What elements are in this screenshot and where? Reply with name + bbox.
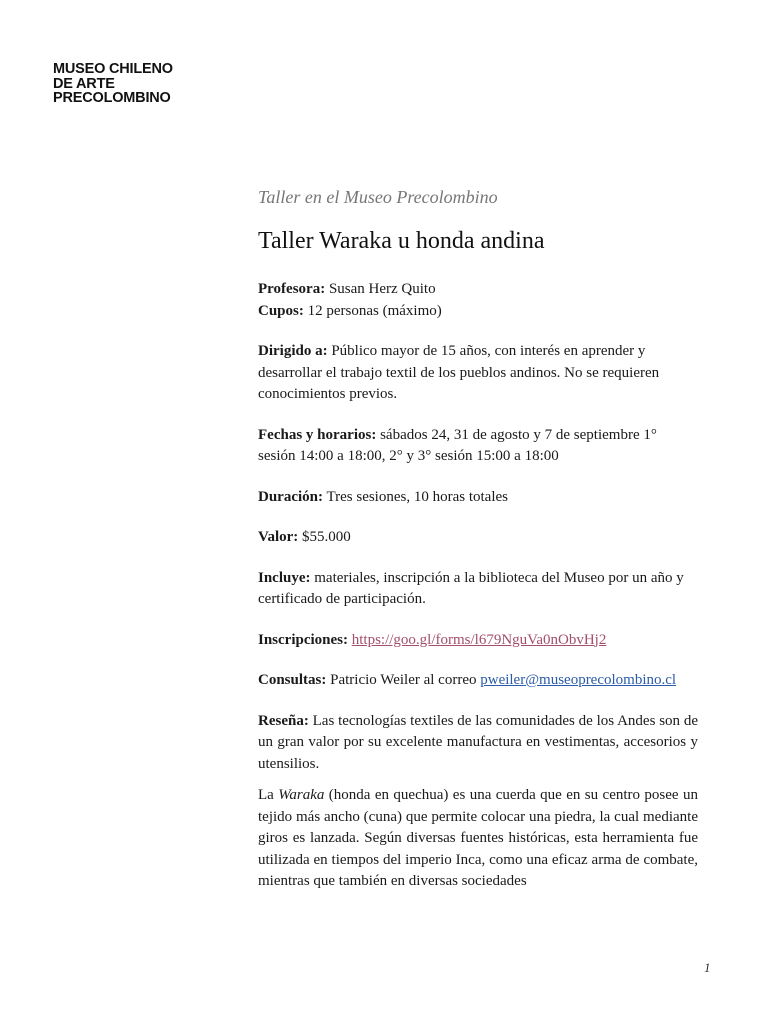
waraka-pre: La <box>258 787 279 803</box>
waraka-term: Waraka <box>278 787 325 803</box>
profesora-value: Susan Herz Quito <box>325 281 436 297</box>
logo-line-2: DE ARTE <box>53 75 115 92</box>
inscripciones-link[interactable]: https://goo.gl/forms/l679NguVa0nObvHj2 <box>351 631 607 648</box>
document-subtitle: Taller en el Museo Precolombino <box>258 187 498 207</box>
consultas-value: Patricio Weiler al correo <box>326 672 481 688</box>
inscripciones-label: Inscripciones: <box>258 631 348 648</box>
page-number: 1 <box>704 960 711 975</box>
consultas-line <box>258 670 698 692</box>
profesora-line <box>258 279 698 301</box>
resena-value: Las tecnologías textiles de las comunidades de los Andes son de un gran valor por su excelente manufactura en vestimentas, accesorios y utensilios. <box>258 712 698 772</box>
consultas-email-link[interactable]: pweiler@museoprecolombino.cl <box>480 672 677 688</box>
document-title: Taller Waraka u honda andina <box>258 228 545 254</box>
incluye-paragraph <box>258 568 698 611</box>
duracion-label: Duración: <box>258 488 323 505</box>
incluye-label: Incluye: <box>258 569 311 586</box>
fechas-value: sábados 24, 31 de agosto y 7 de septiembre 1° sesión 14:00 a 18:00, 2° y 3° sesión 15:00 a 18:00 <box>258 426 657 464</box>
waraka-paragraph <box>258 785 698 893</box>
valor-line <box>258 527 698 549</box>
duracion-line <box>258 487 698 509</box>
logo-line-3: PRECOLOMBINO <box>53 90 171 106</box>
resena-label: Reseña: <box>258 712 309 729</box>
waraka-text: (honda en quechua) es una cuerda que en su centro posee un tejido más ancho (cuna) que permite colocar una piedra, la cual mediante giros es lanzada. Según diversas fuentes históricas, esta herramienta fue utilizada en tiempos del imperio Inca, como una eficaz arma de combate, mientras que también en diversas sociedades <box>258 787 698 889</box>
resena-paragraph <box>258 711 698 776</box>
logo-line-1: MUSEO CHILENO <box>53 61 173 77</box>
dirigido-paragraph <box>258 341 698 406</box>
fechas-label: Fechas y horarios: <box>258 426 377 443</box>
cupos-line <box>258 301 698 323</box>
cupos-label: Cupos: <box>258 302 304 319</box>
dirigido-value: Público mayor de 15 años, con interés en aprender y desarrollar el trabajo textil de los pueblos andinos. No se requieren conocimientos previos. <box>258 343 660 402</box>
duracion-value: Tres sesiones, 10 horas totales <box>323 488 508 505</box>
document-body <box>258 186 698 893</box>
dirigido-label: Dirigido a: <box>258 343 328 359</box>
fechas-paragraph <box>258 425 698 468</box>
valor-value: $55.000 <box>298 529 351 545</box>
consultas-label: Consultas: <box>258 672 327 688</box>
inscripciones-line <box>258 630 698 652</box>
museum-logo <box>53 62 173 106</box>
valor-label: Valor: <box>258 529 299 545</box>
profesora-label: Profesora: <box>258 281 326 297</box>
cupos-value: 12 personas (máximo) <box>303 302 442 319</box>
incluye-value: materiales, inscripción a la biblioteca del Museo por un año y certificado de participación. <box>258 569 684 607</box>
